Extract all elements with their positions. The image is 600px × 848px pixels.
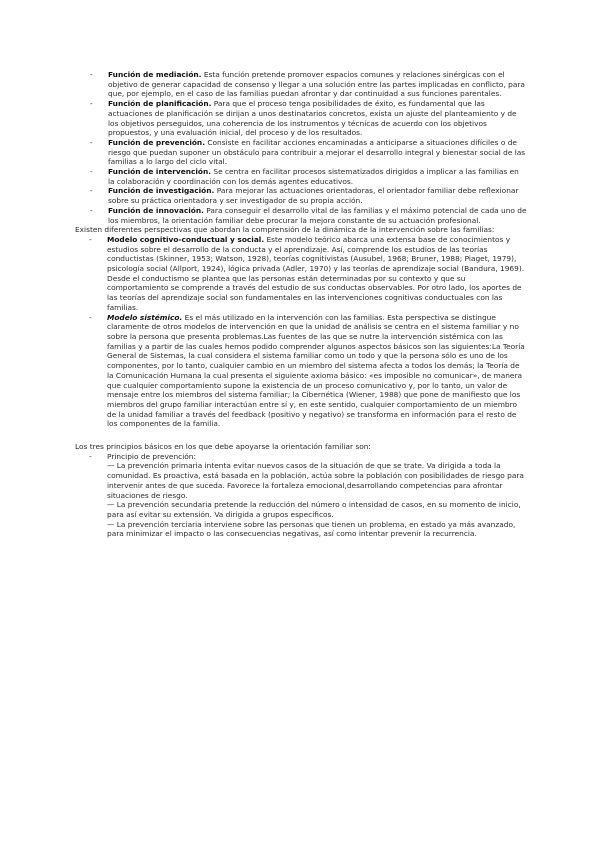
prevention-primary: — La prevención primaria intenta evitar nuevos casos de la situación de que se trate. Va dirigida a toda la comunidad. Es proactiva, está basada en la población, actúa sobre la población con posibilidades de riesgo para intervenir antes de que suceda. Favorece la fortaleza emocional,desarrollando competencias para afrontar situaciones de riesgo. xyxy=(107,461,524,500)
item-text: Para mejorar las actuaciones orientadoras, el orientador familiar debe reflexionar sobre su práctica orientadora y ser investigador de su propia acción. xyxy=(108,186,519,206)
item-text: Se centra en facilitar procesos sistematizados dirigidos a implicar a las familias en la colaboración y coordinación con los demás agentes educativos. xyxy=(108,167,519,186)
item-title: Modelo cognitivo-conductual y social. xyxy=(107,234,265,244)
bullet-dash: - xyxy=(90,205,93,215)
spacer xyxy=(75,429,527,442)
list-item xyxy=(75,99,527,138)
item-title: Función de investigación. xyxy=(108,186,215,196)
item-text: Para que el proceso tenga posibilidades de éxito, es fundamental que las actuaciones de planificación se dirijan a unos destinatarios concretos, exista un ajuste del planteamiento y de los objetivos perseguidos, una coherencia de los instrumentos y técnicas de acuerdo con los objetivos propuestos, y una evaluación inicial, del proceso y de los resultados. xyxy=(108,99,517,138)
item-title: Función de planificación. xyxy=(108,99,212,109)
principles-list xyxy=(75,452,527,539)
list-item xyxy=(75,313,527,429)
perspectives-list xyxy=(75,235,527,429)
list-item xyxy=(75,70,527,99)
bullet-dash: - xyxy=(90,70,93,79)
item-title: Función de innovación. xyxy=(108,205,204,215)
bullet-dash: - xyxy=(89,312,92,322)
item-title: Modelo sistémico. xyxy=(107,312,183,322)
bullet-dash: - xyxy=(89,451,92,461)
list-item xyxy=(75,206,527,225)
item-title: Función de mediación. xyxy=(108,70,202,79)
item-text: Este modelo teórico abarca una extensa base de conocimientos y estudios sobre el desarrollo de la conducta y el aprendizaje. Así, comprende los estudios de las teorías conductistas (Skinner, 1953; Watson, 1928), teorías cognitivistas (Ausubel, 1968; Bruner, 1988; Piaget, 1979), psicología social (Allport, 1924), lógica privada (Adler, 1970) y las teorías de aprendizaje social (Bandura, 1969). Desde el conductismo se plantea que las personas están determinadas por su contexto y que su comportamiento se comprende a través del estudio de sus conductas observables. Por otro lado, los aportes de las teorías del aprendizaje social son fundamentales en las intervenciones cognitivas conductuales con las familias. xyxy=(107,234,525,312)
list-item xyxy=(75,167,527,186)
item-text: Esta función pretende promover espacios comunes y relaciones sinérgicas con el objetivo de generar capacidad de consenso y llegar a una solución entre las partes implicadas en conflicto, para que, por ejemplo, en el caso de las familias puedan afrontar y dar continuidad a sus funciones parentales. xyxy=(108,70,525,99)
prevention-secondary: — La prevención secundaria pretende la reducción del número o intensidad de casos, en su momento de inicio, para así evitar su extensión. Va dirigida a grupos específicos. xyxy=(107,500,521,519)
document-body xyxy=(75,70,527,539)
bullet-dash: - xyxy=(90,167,93,177)
list-item xyxy=(75,138,527,167)
bullet-dash: - xyxy=(89,234,92,244)
bullet-dash: - xyxy=(90,99,93,109)
principles-intro: Los tres principios básicos en los que debe apoyarse la orientación familiar son: xyxy=(75,442,371,452)
list-item xyxy=(75,452,527,539)
item-text: Para conseguir el desarrollo vital de las familias y el máximo potencial de cada uno de los miembros, la orientación familiar debe procurar la mejora constante de su actuación profesional. xyxy=(108,205,527,225)
prevention-tertiary: — La prevención terciaria interviene sobre las personas que tienen un problema, en estado ya más avanzado, para minimizar el impacto o las consecuencias negativas, así como intentar prevenir la recurrencia. xyxy=(107,519,516,539)
bullet-dash: - xyxy=(90,186,93,196)
bullet-dash: - xyxy=(90,137,93,147)
perspectives-intro: Existen diferentes perspectivas que abordan la comprensión de la dinámica de la intervención sobre las familias: xyxy=(75,225,495,235)
item-text: Consiste en facilitar acciones encaminadas a anticiparse a situaciones difíciles o de riesgo que puedan suponer un obstáculo para contribuir a mejorar el desarrollo integral y bienestar social de las familias a lo largo del ciclo vital. xyxy=(108,137,526,167)
list-item xyxy=(75,186,527,205)
item-title: Función de intervención. xyxy=(108,167,212,177)
item-text: Es el más utilizado en la intervención con las familias. Esta perspectiva se distingue claramente de otros modelos de intervención en que la unidad de análisis se centra en el sistema familiar y no sobre la persona que presenta problemas.Las fuentes de las que se nutre la intervención sistémica con las familias y a partir de las cuales hemos podido comprender algunos aspectos básicos son las siguientes:La Teoría General de Sistemas, la cual considera el sistema familiar como un todo y que la persona sólo es uno de los componentes, por lo tanto, cualquier cambio en un miembro del sistema afecta a todos los demás; la Teoría de la Comunicación Humana la cual presenta el siguiente axioma básico: «es imposible no comunicar», de manera que cualquier comportamiento supone la existencia de un proceso comunicativo y, por lo tanto, un valor de mensaje entre los miembros del sistema familiar; la Cibernética (Wiener, 1988) que pone de manifiesto que los miembros del grupo familiar interactúan entre sí y, en este sentido, cualquier comportamiento de un miembro de la unidad familiar a través del feedback (positivo y negativo) se transforma en información para el resto de los componentes de la familia. xyxy=(107,312,525,429)
functions-list xyxy=(75,70,527,225)
item-title: Función de prevención. xyxy=(108,137,206,147)
list-item xyxy=(75,235,527,313)
item-title: Principio de prevención: xyxy=(107,451,196,461)
